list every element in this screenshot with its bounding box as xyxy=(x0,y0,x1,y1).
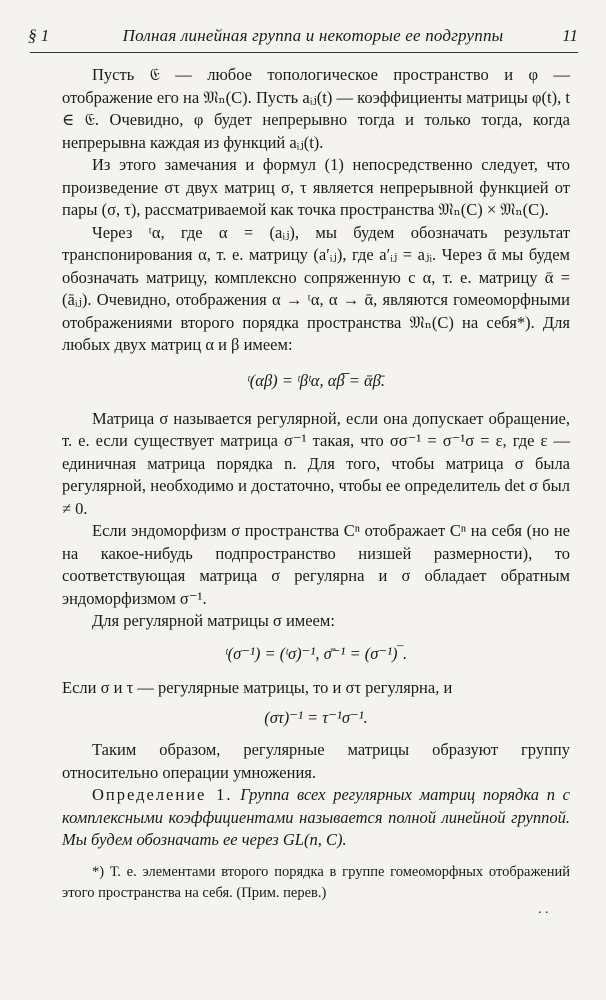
equation-product-inverse: (στ)⁻¹ = τ⁻¹σ⁻¹. xyxy=(264,708,368,727)
footnote-dots: . . xyxy=(538,902,549,917)
page-body xyxy=(62,64,570,852)
equation-transpose-conjugate: ᵗ(αβ) = ᵗβᵗα, αβ̅ = ᾱβ̄. xyxy=(247,370,385,390)
paragraph-6: Для регулярной матрицы σ имеем: xyxy=(92,611,335,630)
section-number: § 1 xyxy=(28,26,50,45)
paragraph-1: Пусть 𝔈 — любое топологическое пространство и φ — отображение его на 𝔐ₙ(C). Пусть aᵢⱼ(t) — коэффициенты матрицы φ(t), t ∈ 𝔈. Очевидно, φ будет непрерывно тогда и только тогда, когда непрерывна каждая из функций aᵢⱼ(t). xyxy=(62,65,570,152)
running-title: Полная линейная группа и некоторые ее подгруппы xyxy=(122,26,504,45)
paragraph-7: Если σ и τ — регулярные матрицы, то и στ регулярна, и xyxy=(62,677,453,697)
header-rule xyxy=(30,52,578,53)
definition-1 xyxy=(62,784,570,852)
paragraph-3: Через ᵗα, где α = (aᵢⱼ), мы будем обозначать результат транспонирования α, т. е. матрицу (a′ᵢⱼ), где a′ᵢⱼ = aⱼᵢ. Через ᾱ мы будем обозначать матрицу, комплексно сопряженную с α, т. е. матрицу ᾱ = (āᵢⱼ). Очевидно, отображения α → ᵗα, α → ᾱ, являются гомеоморфными отображениями второго порядка пространства 𝔐ₙ(C) на себя*). Для любых двух матриц α и β имеем: xyxy=(62,222,570,354)
running-header xyxy=(28,26,578,50)
paragraph-2: Из этого замечания и формул (1) непосредственно следует, что произведение στ двух матриц σ, τ является непрерывной функцией от пары (σ, τ), рассматриваемой как точка пространства 𝔐ₙ(C) × 𝔐ₙ(C). xyxy=(62,155,570,219)
paragraph-4: Матрица σ называется регулярной, если она допускает обращение, т. е. если существует матрица σ⁻¹ такая, что σσ⁻¹ = σ⁻¹σ = ε, где ε — единичная матрица порядка n. Для того, чтобы матрица σ была регулярной, необходимо и достаточно, чтобы ее определитель det σ был ≠ 0. xyxy=(62,408,570,518)
paragraph-8: Таким образом, регулярные матрицы образуют группу относительно операции умножения. xyxy=(62,740,570,782)
definition-label: Определение 1. xyxy=(92,785,233,804)
footnote: *) Т. е. элементами второго порядка в группе гомеоморфных отображений этого пространства на себя. (Прим. перев.) xyxy=(62,864,570,901)
equation-inverse: ᵗ(σ⁻¹) = (ᵗσ)⁻¹, σ̄⁻¹ = (σ⁻¹)‾. xyxy=(224,643,408,663)
paragraph-5: Если эндоморфизм σ пространства Cⁿ отображает Cⁿ на себя (но не на какое-нибудь подпространство низшей размерности), то соответствующая матрица σ регулярна и σ обладает обратным эндоморфизмом σ⁻¹. xyxy=(62,521,570,608)
definition-text: Группа всех регулярных матриц порядка n с комплексными коэффициентами называется полной линейной группой. Мы будем обозначать ее через GL(n, C). xyxy=(62,785,571,849)
page-number: 11 xyxy=(562,26,578,45)
